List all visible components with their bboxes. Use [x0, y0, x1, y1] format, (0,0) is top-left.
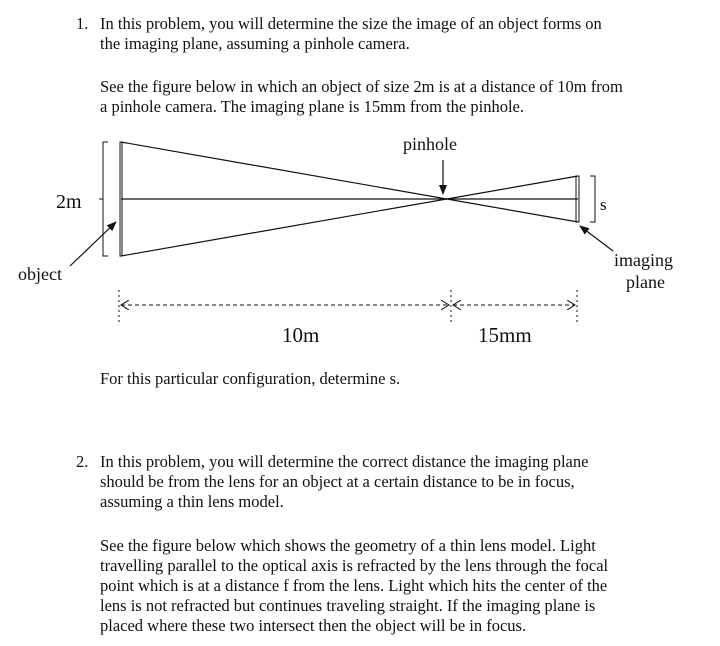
- imaging-plane-label-2: plane: [626, 272, 665, 292]
- distance-image-label: 15mm: [478, 323, 532, 347]
- object-arrow: [70, 222, 116, 266]
- problem-1-question-text: For this particular configuration, determine s.: [100, 369, 401, 388]
- pinhole-label: pinhole: [403, 134, 457, 154]
- imaging-plane-arrow: [580, 226, 613, 251]
- object-size-bracket: [103, 142, 108, 256]
- problem-2-number: 2.: [76, 452, 89, 471]
- object-size-label: 2m: [56, 191, 82, 213]
- image-size-bracket: [590, 176, 595, 222]
- problem-1-setup-text: See the figure below in which an object of size 2m is at a distance of 10m from a pinhole camera. The imaging plane is 15mm from the pinhole.: [100, 77, 623, 116]
- problem-2-setup: [100, 536, 690, 636]
- problem-1-number: 1.: [76, 14, 89, 33]
- problem-2-intro-text: In this problem, you will determine the correct distance the imaging plane should be from the lens for an object at a certain distance to be in focus, assuming a thin lens model.: [100, 452, 589, 511]
- problem-2-setup-text: See the figure below which shows the geometry of a thin lens model. Light travelling parallel to the optical axis is refracted by the lens through the focal point which is at a distance f from the lens. Light which hits the center of the lens is not refracted but continues traveling straight. If the imaging plane is placed where these two intersect then the object will be in focus.: [100, 536, 609, 635]
- problem-2-intro: [100, 452, 690, 512]
- object-label: object: [18, 264, 62, 284]
- ray-bottom: [121, 176, 578, 256]
- imaging-plane-label-1: imaging: [614, 250, 673, 270]
- problem-1-intro-text: In this problem, you will determine the size the image of an object forms on the imaging plane, assuming a pinhole camera.: [100, 14, 602, 53]
- image-size-label: s: [600, 195, 607, 214]
- problem-1-question: [100, 369, 690, 389]
- distance-object-label: 10m: [282, 323, 320, 347]
- ray-top: [121, 142, 578, 222]
